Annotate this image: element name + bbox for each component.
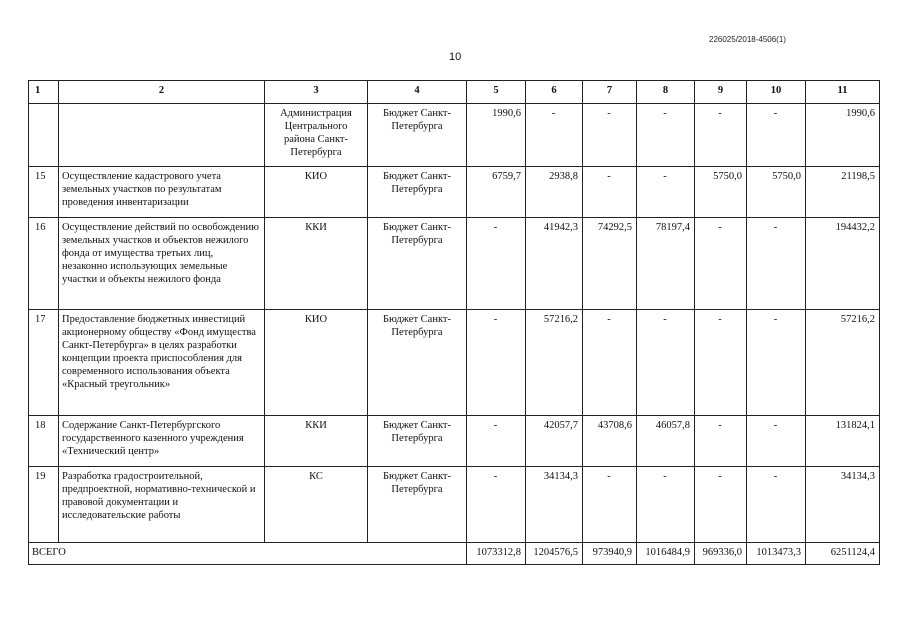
row-description: Осуществление действий по освобождению земельных участков и объектов нежилого фонда от имущества третьих лиц, незаконно использующих земельные участки и объекты нежилого фонда: [59, 218, 265, 310]
total-value: 973940,9: [583, 543, 637, 565]
total-row: [29, 543, 880, 565]
total-label: ВСЕГО: [29, 543, 467, 565]
row-value: -: [467, 416, 526, 467]
row-number: 17: [29, 310, 59, 416]
row-description: Предоставление бюджетных инвестиций акционерному обществу «Фонд имущества Санкт-Петербурга» в целях разработки концепции проекта приспособления для современного использования объекта «Красный треугольник»: [59, 310, 265, 416]
row-value: 46057,8: [637, 416, 695, 467]
row-description: Содержание Санкт-Петербургского государственного казенного учреждения «Технический центр»: [59, 416, 265, 467]
table-row: [29, 416, 880, 467]
row-description: [59, 104, 265, 167]
budget-table: [28, 80, 880, 565]
table-row: [29, 310, 880, 416]
row-value: -: [637, 104, 695, 167]
row-value: -: [583, 310, 637, 416]
row-executor: Администрация Центрального района Санкт-Петербурга: [265, 104, 368, 167]
row-executor: КС: [265, 467, 368, 543]
row-value: 21198,5: [806, 167, 880, 218]
row-executor: КИО: [265, 167, 368, 218]
row-number: 16: [29, 218, 59, 310]
row-funding-source: Бюджет Санкт-Петербурга: [368, 167, 467, 218]
row-description: Разработка градостроительной, предпроектной, нормативно-технической и правовой документации и исследовательские работы: [59, 467, 265, 543]
column-header: 11: [806, 81, 880, 104]
row-value: -: [637, 310, 695, 416]
row-value: -: [467, 467, 526, 543]
table-row: [29, 167, 880, 218]
row-value: -: [695, 416, 747, 467]
document-id: 226025/2018-4506(1): [709, 35, 786, 44]
row-value: -: [695, 218, 747, 310]
total-value: 1073312,8: [467, 543, 526, 565]
row-number: 18: [29, 416, 59, 467]
header-row: [29, 81, 880, 104]
row-number: 15: [29, 167, 59, 218]
column-header: 6: [526, 81, 583, 104]
row-value: 131824,1: [806, 416, 880, 467]
row-value: -: [747, 416, 806, 467]
row-value: 1990,6: [467, 104, 526, 167]
row-value: -: [695, 104, 747, 167]
row-number: 19: [29, 467, 59, 543]
total-value: 6251124,4: [806, 543, 880, 565]
row-value: -: [467, 310, 526, 416]
row-value: 6759,7: [467, 167, 526, 218]
row-value: -: [637, 167, 695, 218]
column-header: 9: [695, 81, 747, 104]
row-value: 42057,7: [526, 416, 583, 467]
row-funding-source: Бюджет Санкт-Петербурга: [368, 310, 467, 416]
row-funding-source: Бюджет Санкт-Петербурга: [368, 416, 467, 467]
row-value: 194432,2: [806, 218, 880, 310]
total-value: 1016484,9: [637, 543, 695, 565]
row-value: 57216,2: [806, 310, 880, 416]
row-value: -: [747, 104, 806, 167]
total-value: 1013473,3: [747, 543, 806, 565]
row-value: 34134,3: [526, 467, 583, 543]
row-value: 5750,0: [747, 167, 806, 218]
row-executor: ККИ: [265, 416, 368, 467]
row-value: 2938,8: [526, 167, 583, 218]
row-value: -: [583, 167, 637, 218]
row-value: -: [526, 104, 583, 167]
row-funding-source: Бюджет Санкт-Петербурга: [368, 104, 467, 167]
row-value: 5750,0: [695, 167, 747, 218]
row-value: -: [747, 218, 806, 310]
column-header: 7: [583, 81, 637, 104]
row-value: -: [467, 218, 526, 310]
row-value: 57216,2: [526, 310, 583, 416]
row-funding-source: Бюджет Санкт-Петербурга: [368, 467, 467, 543]
column-header: 5: [467, 81, 526, 104]
row-value: -: [583, 467, 637, 543]
row-value: 34134,3: [806, 467, 880, 543]
total-value: 969336,0: [695, 543, 747, 565]
column-header: 2: [59, 81, 265, 104]
row-value: -: [583, 104, 637, 167]
column-header: 4: [368, 81, 467, 104]
row-value: 78197,4: [637, 218, 695, 310]
row-value: -: [695, 310, 747, 416]
row-description: Осуществление кадастрового учета земельных участков по результатам проведения инвентаризации: [59, 167, 265, 218]
row-value: 43708,6: [583, 416, 637, 467]
row-number: [29, 104, 59, 167]
row-executor: ККИ: [265, 218, 368, 310]
column-header: 10: [747, 81, 806, 104]
row-value: -: [695, 467, 747, 543]
page-number: 10: [449, 51, 462, 63]
row-value: 74292,5: [583, 218, 637, 310]
table-row: [29, 104, 880, 167]
row-funding-source: Бюджет Санкт-Петербурга: [368, 218, 467, 310]
row-executor: КИО: [265, 310, 368, 416]
total-value: 1204576,5: [526, 543, 583, 565]
table-row: [29, 218, 880, 310]
row-value: -: [747, 467, 806, 543]
column-header: 1: [29, 81, 59, 104]
row-value: -: [747, 310, 806, 416]
column-header: 8: [637, 81, 695, 104]
row-value: 41942,3: [526, 218, 583, 310]
table-row: [29, 467, 880, 543]
row-value: 1990,6: [806, 104, 880, 167]
row-value: -: [637, 467, 695, 543]
column-header: 3: [265, 81, 368, 104]
